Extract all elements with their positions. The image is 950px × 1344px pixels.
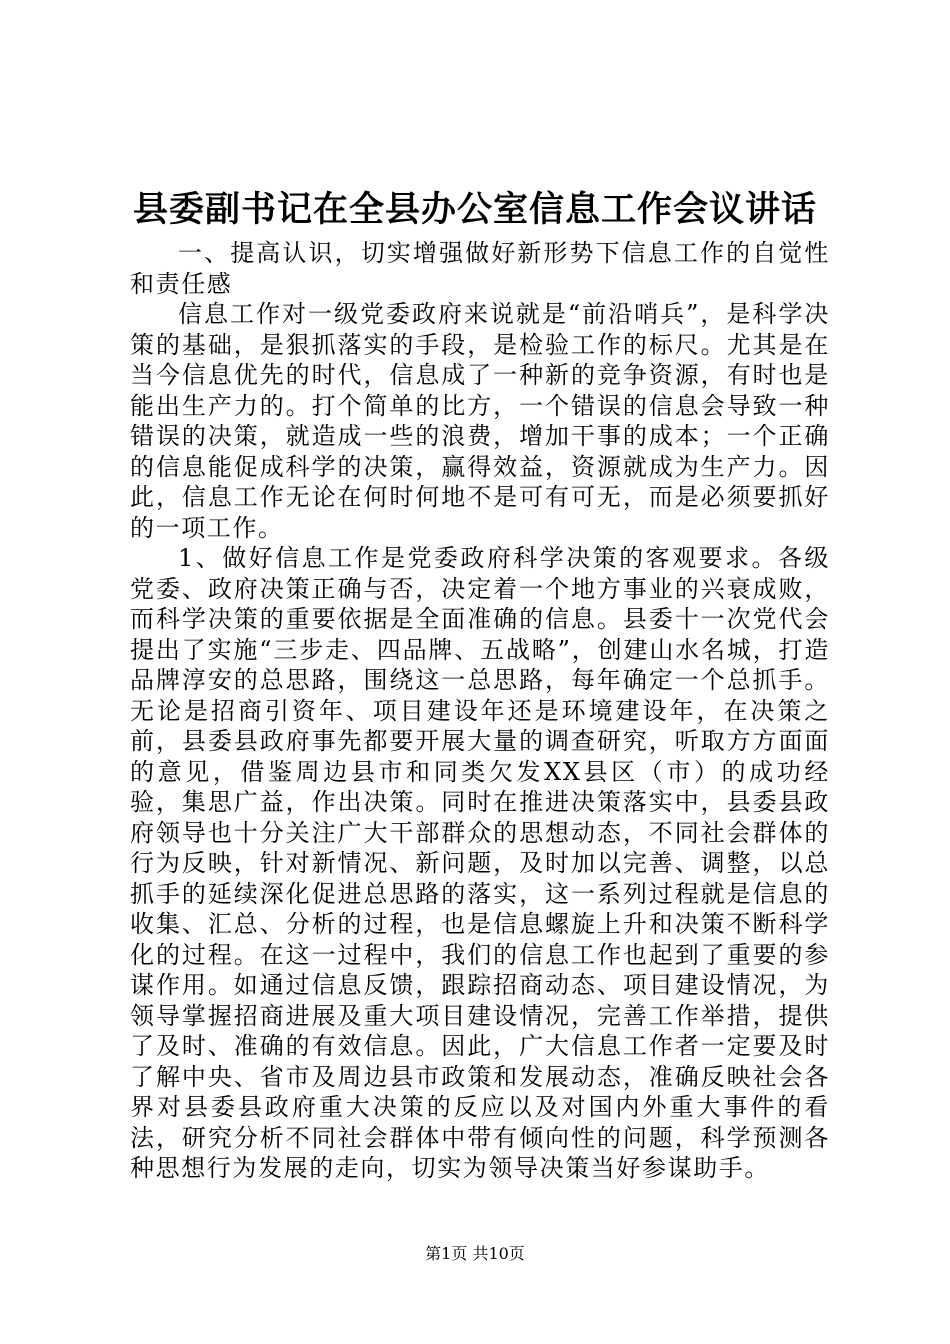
body-paragraph: 1、做好信息工作是党委政府科学决策的客观要求。各级党委、政府决策正确与否，决定着一个地方事业的兴衰成败，而科学决策的重要依据是全面准确的信息。县委十一次党代会提出了实施“三步走、四品牌、五战略”，创建山水名城，打造品牌淳安的总思路，围绕这一总思路，每年确定一个总抓手。无论是招商引资年、项目建设年还是环境建设年，在决策之前，县委县政府事先都要开展大量的调查研究，听取方方面面的意见，借鉴周边县市和同类欠发XX县区（市）的成功经验，集思广益，作出决策。同时在推进决策落实中，县委县政府领导也十分关注广大干部群众的思想动态，不同社会群体的行为反映，针对新情况、新问题，及时加以完善、调整，以总抓手的延续深化促进总思路的落实，这一系列过程就是信息的收集、汇总、分析的过程，也是信息螺旋上升和决策不断科学化的过程。在这一过程中，我们的信息工作也起到了重要的参谋作用。如通过信息反馈，跟踪招商动态、项目建设情况，为领导掌握招商进展及重大项目建设情况，完善工作举措，提供了及时、准确的有效信息。因此，广大信息工作者一定要及时了解中央、省市及周边县市政策和发展动态，准确反映社会各界对县委县政府重大决策的反应以及对国内外重大事件的看法，研究分析不同社会群体中带有倾向性的问题，科学预测各种思想行为发展的走向，切实为领导决策当好参谋助手。 — [130, 544, 830, 1182]
section-heading: 一、提高认识，切实增强做好新形势下信息工作的自觉性和责任感 — [130, 239, 830, 298]
document-body — [130, 238, 830, 1184]
page-number-footer: 第1页 共10页 — [425, 1244, 525, 1263]
body-paragraph: 信息工作对一级党委政府来说就是“前沿哨兵”，是科学决策的基础，是狠抓落实的手段，是检验工作的标尺。尤其是在当今信息优先的时代，信息成了一种新的竞争资源，有时也是能出生产力的。打个简单的比方，一个错误的信息会导致一种错误的决策，就造成一些的浪费，增加干事的成本；一个正确的信息能促成科学的决策，赢得效益，资源就成为生产力。因此，信息工作无论在何时何地不是可有可无，而是必须要抓好的一项工作。 — [130, 300, 830, 542]
document-title: 县委副书记在全县办公室信息工作会议讲话 — [132, 189, 817, 230]
